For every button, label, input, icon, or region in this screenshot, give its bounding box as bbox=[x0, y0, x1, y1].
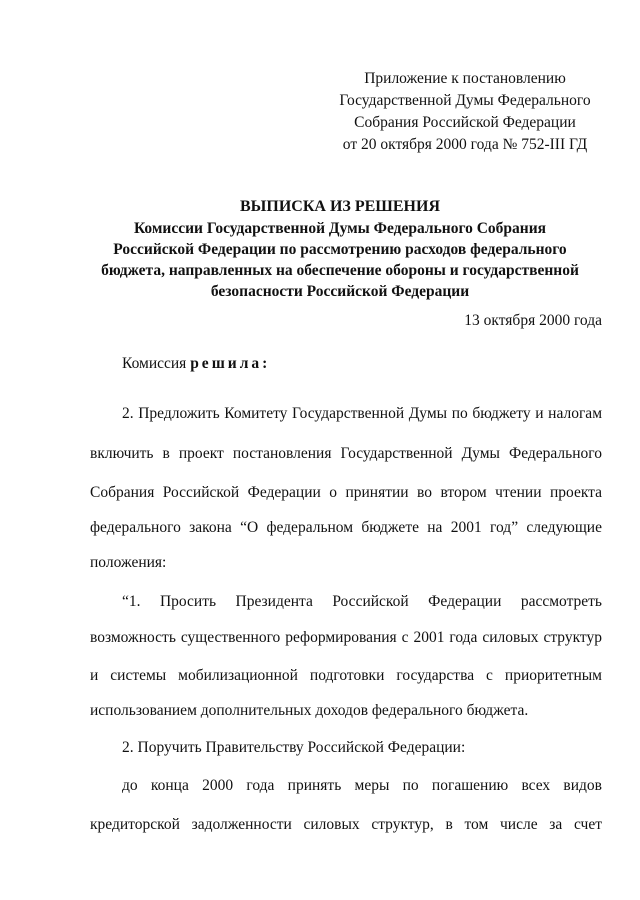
document-title bbox=[60, 196, 620, 302]
body-line-9: использованием дополнительных доходов федерального бюджета. bbox=[90, 702, 529, 719]
title-line-1: Комиссии Государственной Думы Федерального Собрания bbox=[133, 220, 547, 237]
appendix-line-2: Государственной Думы Федерального bbox=[339, 92, 591, 109]
body-line-5: положения: bbox=[90, 554, 167, 571]
decision-date: 13 октября 2000 года bbox=[464, 312, 602, 329]
decided-emphasis: решила: bbox=[190, 355, 271, 372]
body-line-10: 2. Поручить Правительству Российской Федерации: bbox=[122, 739, 466, 756]
decided-line bbox=[122, 355, 270, 373]
body-line-11: до конца 2000 года принять меры по погашению всех видов bbox=[122, 777, 602, 794]
body-line-3: Собрания Российской Федерации о принятии во втором чтении проекта bbox=[90, 484, 602, 501]
body-line-7: возможность существенного реформирования с 2001 года силовых структур bbox=[90, 629, 602, 646]
appendix-header bbox=[300, 68, 630, 156]
title-line-3: бюджета, направленных на обеспечение обороны и государственной bbox=[101, 262, 579, 279]
title-line-2: Российской Федерации по рассмотрению расходов федерального bbox=[113, 241, 567, 258]
appendix-line-1: Приложение к постановлению bbox=[364, 70, 566, 87]
appendix-line-3: Собрания Российской Федерации bbox=[354, 114, 576, 131]
body-line-1: 2. Предложить Комитету Государственной Думы по бюджету и налогам bbox=[122, 405, 602, 422]
title-line-4: безопасности Российской Федерации bbox=[210, 283, 470, 300]
title-main: ВЫПИСКА ИЗ РЕШЕНИЯ bbox=[239, 198, 440, 215]
body-line-4: федерального закона “О федеральном бюджете на 2001 год” следующие bbox=[90, 519, 602, 536]
body-line-8: и системы мобилизационной подготовки государства с приоритетным bbox=[90, 667, 602, 684]
appendix-line-4: от 20 октября 2000 года № 752-III ГД bbox=[342, 136, 588, 153]
decided-prefix: Комиссия bbox=[122, 355, 191, 372]
body-line-6: “1. Просить Президента Российской Федерации рассмотреть bbox=[122, 593, 602, 610]
body-line-12: кредиторской задолженности силовых структур, в том числе за счет bbox=[90, 816, 602, 833]
body-line-2: включить в проект постановления Государственной Думы Федерального bbox=[90, 445, 602, 462]
